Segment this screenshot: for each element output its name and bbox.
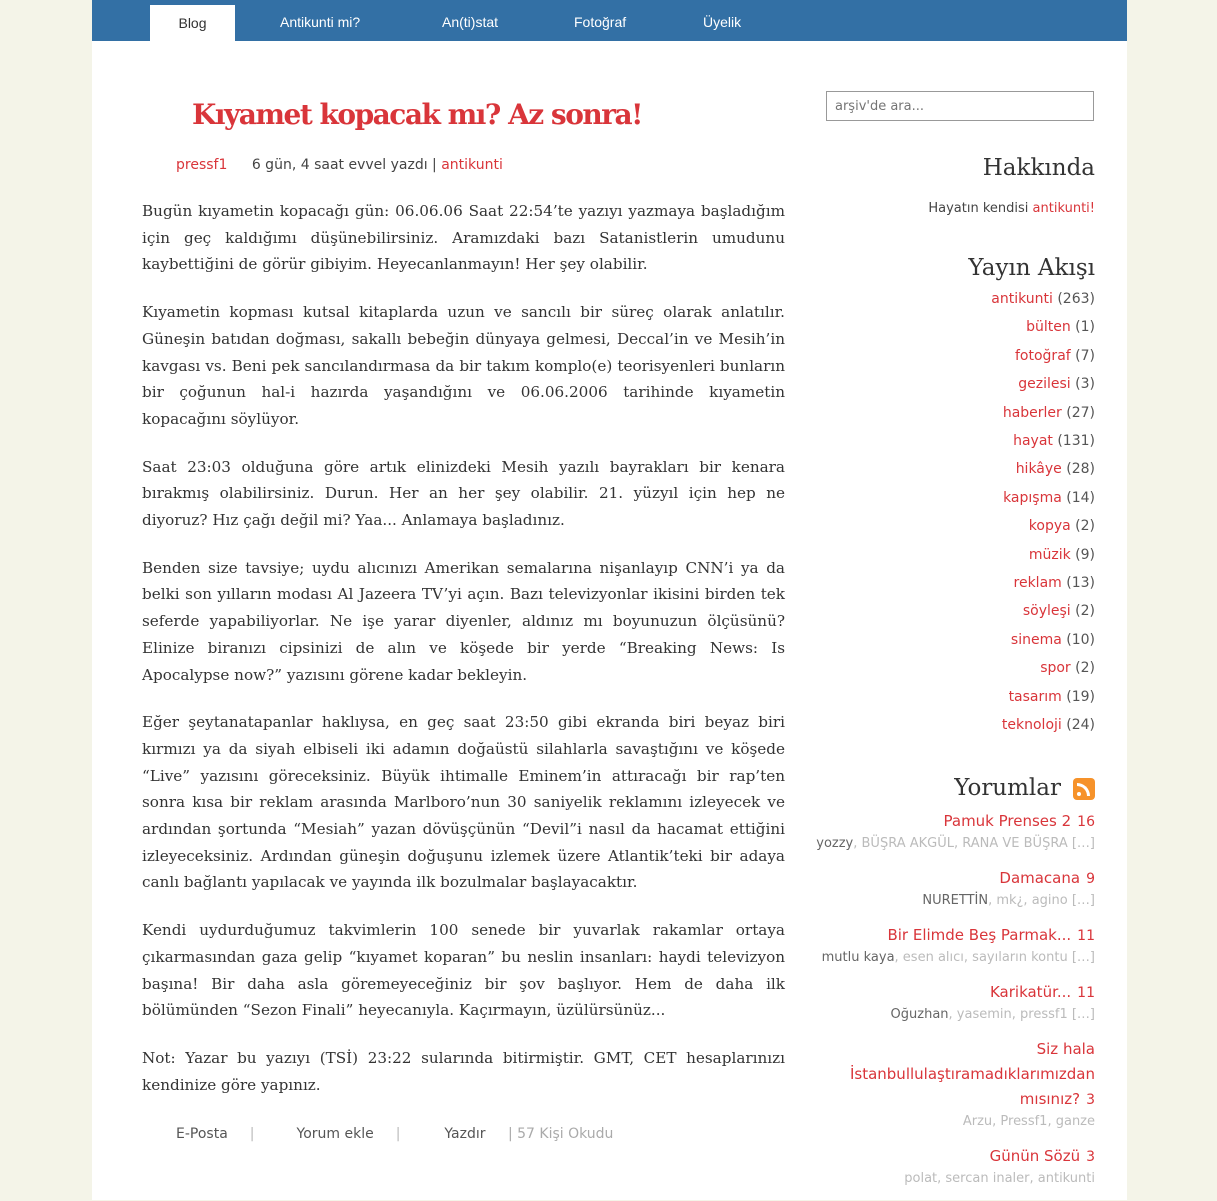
category-link[interactable]: söyleşi xyxy=(1022,603,1071,620)
paragraph: Not: Yazar bu yazıyı (TSİ) 23:22 sularında bitirmiştir. GMT, CET hesaplarınızı kendinize göre yapınız. xyxy=(142,1048,785,1094)
comment-item xyxy=(805,1144,1095,1187)
commenters xyxy=(805,1006,1095,1023)
commenters xyxy=(805,1113,1095,1130)
category-link[interactable]: hikâye xyxy=(1015,461,1062,478)
about-text-body: Hayatın kendisi xyxy=(928,201,1033,216)
meta-separator: | xyxy=(432,157,437,173)
post-body xyxy=(142,198,785,1119)
comment-item xyxy=(805,1037,1095,1130)
category-link[interactable]: sinema xyxy=(1010,631,1062,648)
post-title[interactable]: Kıyamet kopacak mı? Az sonra! xyxy=(192,98,642,131)
comment-post-link[interactable]: Bir Elimde Beş Parmak... xyxy=(887,926,1072,944)
commenters xyxy=(805,949,1095,966)
commenters xyxy=(805,1170,1095,1187)
rss-icon[interactable] xyxy=(1073,778,1095,800)
comment-item xyxy=(805,866,1095,909)
category-item xyxy=(805,285,1095,313)
paragraph: Benden size tavsiye; uydu alıcınızı Amerikan semalarına nişanlayıp CNN’i ya da belki son yılların modası Al Jazeera TV’yi açın. Bazı televizyonlar ikisini birden tek seferde yapabiliyorlar. Ne işe yarar diyenler, aldınız mı boyunuzun ölçüsünü? Elinize biranızı cipsinizi de alın ve köşede bir yerde “Breaking News: Is Apocalypse now?” yazısını görene kadar bekleyin. xyxy=(142,558,785,684)
category-item xyxy=(805,654,1095,682)
separator: | xyxy=(249,1126,255,1142)
nav-antikunti[interactable]: Antikunti mi? xyxy=(280,14,361,30)
category-count: (7) xyxy=(1075,347,1095,364)
other-commenters: , esen alıcı, sayıların kontu […] xyxy=(894,950,1095,965)
category-item xyxy=(805,597,1095,625)
commenters xyxy=(805,835,1095,852)
about-text xyxy=(805,201,1095,216)
feed-section xyxy=(805,255,1095,740)
feed-title: Yayın Akışı xyxy=(968,255,1095,281)
category-link[interactable]: fotoğraf xyxy=(1015,347,1071,364)
category-link[interactable]: antikunti xyxy=(991,291,1053,307)
about-title: Hakkında xyxy=(982,155,1095,181)
category-count: (28) xyxy=(1066,461,1095,478)
top-nav xyxy=(92,0,1127,41)
print-link[interactable]: Yazdır xyxy=(444,1126,486,1142)
category-link[interactable]: tasarım xyxy=(1008,688,1062,705)
category-item xyxy=(805,342,1095,370)
category-count: (24) xyxy=(1066,717,1095,734)
comment-count: 11 xyxy=(1077,928,1095,944)
category-link[interactable]: müzik xyxy=(1028,546,1071,563)
comment-count: 3 xyxy=(1086,1149,1095,1165)
category-count: (14) xyxy=(1066,489,1095,506)
comment-item xyxy=(805,809,1095,852)
category-item xyxy=(805,484,1095,512)
category-item xyxy=(805,313,1095,341)
category-item xyxy=(805,683,1095,711)
nav-antistat[interactable]: An(ti)stat xyxy=(442,14,499,30)
add-comment-link[interactable]: Yorum ekle xyxy=(296,1126,374,1142)
author-link[interactable]: pressf1 xyxy=(176,157,228,173)
category-item xyxy=(805,541,1095,569)
category-item xyxy=(805,399,1095,427)
post-meta xyxy=(176,157,503,173)
read-count: | 57 Kişi Okudu xyxy=(507,1126,614,1142)
other-commenters: , BÜŞRA AKGÜL, RANA VE BÜŞRA […] xyxy=(853,836,1095,851)
comments-section xyxy=(805,775,1095,1201)
category-item xyxy=(805,626,1095,654)
separator: | xyxy=(395,1126,401,1142)
paragraph: Kıyametin kopması kutsal kitaplarda uzun ve sancılı bir süreç olarak anlatılır. Güneşin batıdan doğması, sakallı bebeğin dünyaya gelmesi, Deccal’in ve Mesih’in kavgası vs. Beni pek sancılandırmasa da bir takım komplo(e) teorisyenleri bunların bir çoğunun hal-i hazırda yaşandığını ve 06.06.2006 tarihinde kıyametin kopacağını söylüyor. xyxy=(142,303,785,428)
category-count: (263) xyxy=(1057,291,1095,307)
category-count: (3) xyxy=(1075,376,1095,393)
paragraph: Bugün kıyametin kopacağı gün: 06.06.06 Saat 22:54’te yazıyı yazmaya başladığım için geç kaldığımı düşünebilirsiniz. Aramızdaki bazı Satanistlerin umudunu kaybettiğini de görür gibiyim. Heyecanlanmayın! Her şey olabilir. xyxy=(142,202,785,274)
paragraph: Saat 23:03 olduğuna göre artık elinizdeki Mesih yazılı bayrakları bir kenara bırakmış olabilirsiniz. Durun. Her an her şey olabilir. 21. yüzyıl için hep ne diyoruz? Hız çağı değil mi? Yaa... Anlamaya başladınız. xyxy=(142,457,785,530)
other-commenters: , mk¿, agino […] xyxy=(988,893,1095,908)
category-item xyxy=(805,370,1095,398)
other-commenters: polat, sercan inaler, antikunti xyxy=(904,1171,1095,1186)
category-link[interactable]: haberler xyxy=(1002,404,1062,421)
comment-post-link[interactable]: Damacana xyxy=(999,869,1081,887)
commenter[interactable]: NURETTİN xyxy=(922,893,989,908)
category-count: (27) xyxy=(1066,404,1095,421)
category-count: (131) xyxy=(1057,433,1095,450)
category-item xyxy=(805,427,1095,455)
category-count: (2) xyxy=(1075,660,1095,677)
category-count: (1) xyxy=(1075,319,1095,336)
comment-item xyxy=(805,980,1095,1023)
category-link[interactable]: spor xyxy=(1040,660,1071,677)
about-section xyxy=(805,155,1095,216)
paragraph: Kendi uydurduğumuz takvimlerin 100 senede bir yuvarlak rakamlar ortaya çıkarmasından gaza gelip “kıyamet koparan” bu neslin insanları: haydi televizyon başına! Bir daha asla göremeyeceğiniz bir şov başlıyor. Hem de daha ilk bölümünden “Sezon Finali” heyecanıyla. Kaçırmayın, üzülürsünüz... xyxy=(142,921,785,1020)
comment-post-link[interactable]: Günün Sözü xyxy=(989,1147,1081,1165)
category-count: (13) xyxy=(1066,575,1095,592)
commenter[interactable]: yozzy xyxy=(816,836,854,851)
nav-fotograf[interactable]: Fotoğraf xyxy=(574,14,627,30)
category-item xyxy=(805,455,1095,483)
post-footer xyxy=(176,1126,613,1142)
comment-item xyxy=(805,923,1095,966)
comment-post-link[interactable]: Siz hala İstanbullulaştıramadıklarımızdan mısınız? xyxy=(849,1040,1095,1108)
email-link[interactable]: E-Posta xyxy=(176,1126,228,1142)
search-input[interactable] xyxy=(826,91,1094,121)
about-link[interactable]: antikunti! xyxy=(1032,201,1095,216)
comment-list xyxy=(805,809,1095,1187)
nav-blog[interactable]: Blog xyxy=(150,5,235,41)
comment-count: 16 xyxy=(1077,814,1095,830)
category-link[interactable]: hayat xyxy=(1013,433,1053,450)
comments-title xyxy=(805,775,1095,801)
comment-post-link[interactable]: Karikatür... xyxy=(989,983,1072,1001)
category-link[interactable]: teknoloji xyxy=(1001,717,1062,734)
paragraph: Eğer şeytanatapanlar haklıysa, en geç saat 23:50 gibi ekranda biri beyaz biri kırmızı ya da siyah elbiseli iki adamın doğaüstü silahlarla savaştığını ve köşede “Live” yazısını göreceksiniz. Büyük ihtimalle Eminem’in attıracağı bir rap’ten sonra kısa bir reklam arasında Marlboro’nun 30 saniyelik reklamını izleyecek ve ardından şortunda “Mesiah” yazan dövüşçünün “Devil”i nasıl da hacamat ettiğini izleyeceksiniz. Ardından güneşin doğuşunu izlemek üzere Atlantik’teki bir adaya canlı bağlantı yapılacak ve yayında ilk bozulmalar başlayacaktır. xyxy=(142,713,785,892)
post-time: 6 gün, 4 saat evvel yazdı xyxy=(251,157,428,173)
comment-post-link[interactable]: Pamuk Prenses 2 xyxy=(943,812,1072,830)
comment-count: 9 xyxy=(1086,871,1095,887)
comment-count: 3 xyxy=(1086,1092,1095,1108)
category-item xyxy=(805,512,1095,540)
category-count: (9) xyxy=(1075,546,1095,563)
nav-uyelik[interactable]: Üyelik xyxy=(703,14,742,30)
commenters xyxy=(805,892,1095,909)
category-link[interactable]: kapışma xyxy=(1003,489,1062,506)
category-link[interactable]: gezilesi xyxy=(1018,376,1071,393)
category-item xyxy=(805,711,1095,739)
other-commenters: Arzu, Pressf1, ganze xyxy=(962,1114,1095,1129)
category-count: (2) xyxy=(1075,603,1095,620)
category-count: (19) xyxy=(1066,688,1095,705)
category-link[interactable]: kopya xyxy=(1028,518,1071,535)
category-link[interactable]: reklam xyxy=(1013,575,1062,592)
other-commenters: , yasemin, pressf1 […] xyxy=(948,1007,1095,1022)
category-item xyxy=(805,569,1095,597)
category-list xyxy=(805,285,1095,740)
category-count: (2) xyxy=(1075,518,1095,535)
category-link[interactable]: bülten xyxy=(1026,319,1071,336)
comment-count: 11 xyxy=(1077,985,1095,1001)
commenter[interactable]: mutlu kaya xyxy=(821,950,895,965)
category-count: (10) xyxy=(1066,631,1095,648)
category-link[interactable]: antikunti xyxy=(441,157,503,173)
comments-title-text: Yorumlar xyxy=(954,775,1061,801)
commenter[interactable]: Oğuzhan xyxy=(890,1007,949,1022)
page xyxy=(92,0,1127,1200)
